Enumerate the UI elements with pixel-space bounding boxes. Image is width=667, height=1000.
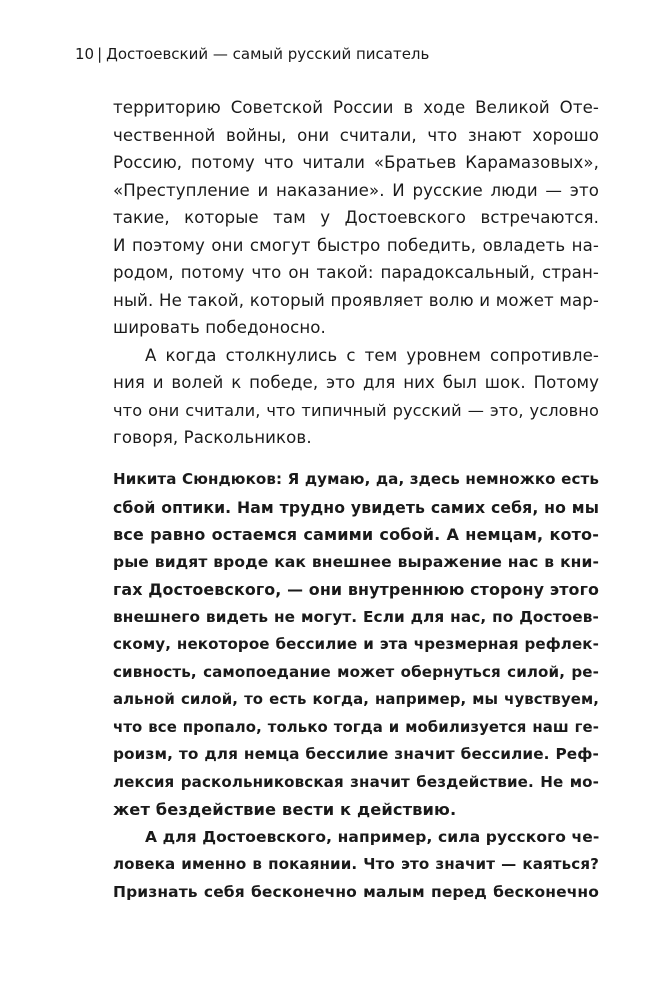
header-separator: | — [97, 45, 103, 63]
text-line: шировать победоносно. — [113, 318, 326, 337]
text-line: Признать себя бесконечно малым перед бесконечно — [113, 882, 599, 901]
text-line: Россию, потому что читали «Братьев Карамазовых», — [113, 153, 599, 172]
text-line: гах Достоевского, — они внутреннюю сторону этого — [113, 580, 599, 599]
text-line: альной силой, то есть когда, например, мы чувствуем, — [113, 690, 599, 708]
running-header — [75, 44, 429, 64]
text-line: внешнего видеть не могут. Если для нас, по Достоев- — [113, 607, 599, 626]
text-line: роизм, то для немца бессилие значит бессилие. Реф- — [113, 745, 599, 763]
text-line: такие, которые там у Достоевского встречаются. — [113, 208, 599, 227]
text-line: ловека именно в покаянии. Что это значит — каяться? — [113, 855, 599, 873]
text-line: А для Достоевского, например, сила русского че- — [145, 827, 600, 846]
text-line: что все пропало, только тогда и мобилизуется наш ге- — [113, 717, 599, 736]
text-line: Никита Сюндюков: Я думаю, да, здесь немножко есть — [113, 470, 599, 488]
text-line: что они считали, что типичный русский — это, условно — [113, 400, 599, 420]
text-line: территорию Советской России в ходе Великой Оте- — [113, 98, 599, 117]
text-line: чественной войны, они считали, что знают хорошо — [113, 125, 599, 145]
text-line: сбой оптики. Нам трудно увидеть самих себя, но мы — [113, 497, 599, 517]
text-line: лексия раскольниковская значит бездействие. Не мо- — [113, 772, 599, 791]
page-number: 10 — [75, 45, 95, 63]
text-line: ный. Не такой, который проявляет волю и может мар- — [113, 290, 599, 310]
text-line: сивность, самопоедание может обернуться силой, ре- — [113, 662, 599, 681]
passage-1 — [113, 94, 599, 452]
text-line: все равно остаемся самими собой. А немцам, кото- — [113, 525, 599, 544]
text-line: родом, потому что он такой: парадоксальный, стран- — [113, 263, 599, 282]
text-line: ния и волей к победе, это для них был шок. Потому — [113, 373, 599, 392]
text-line: рые видят вроде как внешнее выражение нас в кни- — [113, 552, 599, 571]
text-line: говоря, Раскольников. — [113, 428, 312, 447]
text-line: И поэтому они смогут быстро победить, овладеть на- — [113, 235, 599, 255]
text-line: скому, некоторое бессилие и эта чрезмерная рефлек- — [113, 635, 599, 653]
text-line: А когда столкнулись с тем уровнем сопротивле- — [145, 345, 599, 365]
running-title: Достоевский — самый русский писатель — [106, 45, 430, 63]
text-line: жет бездействие вести к действию. — [113, 800, 457, 819]
text-line: «Преступление и наказание». И русские люди — это — [113, 180, 599, 200]
passage-2 — [113, 466, 599, 906]
